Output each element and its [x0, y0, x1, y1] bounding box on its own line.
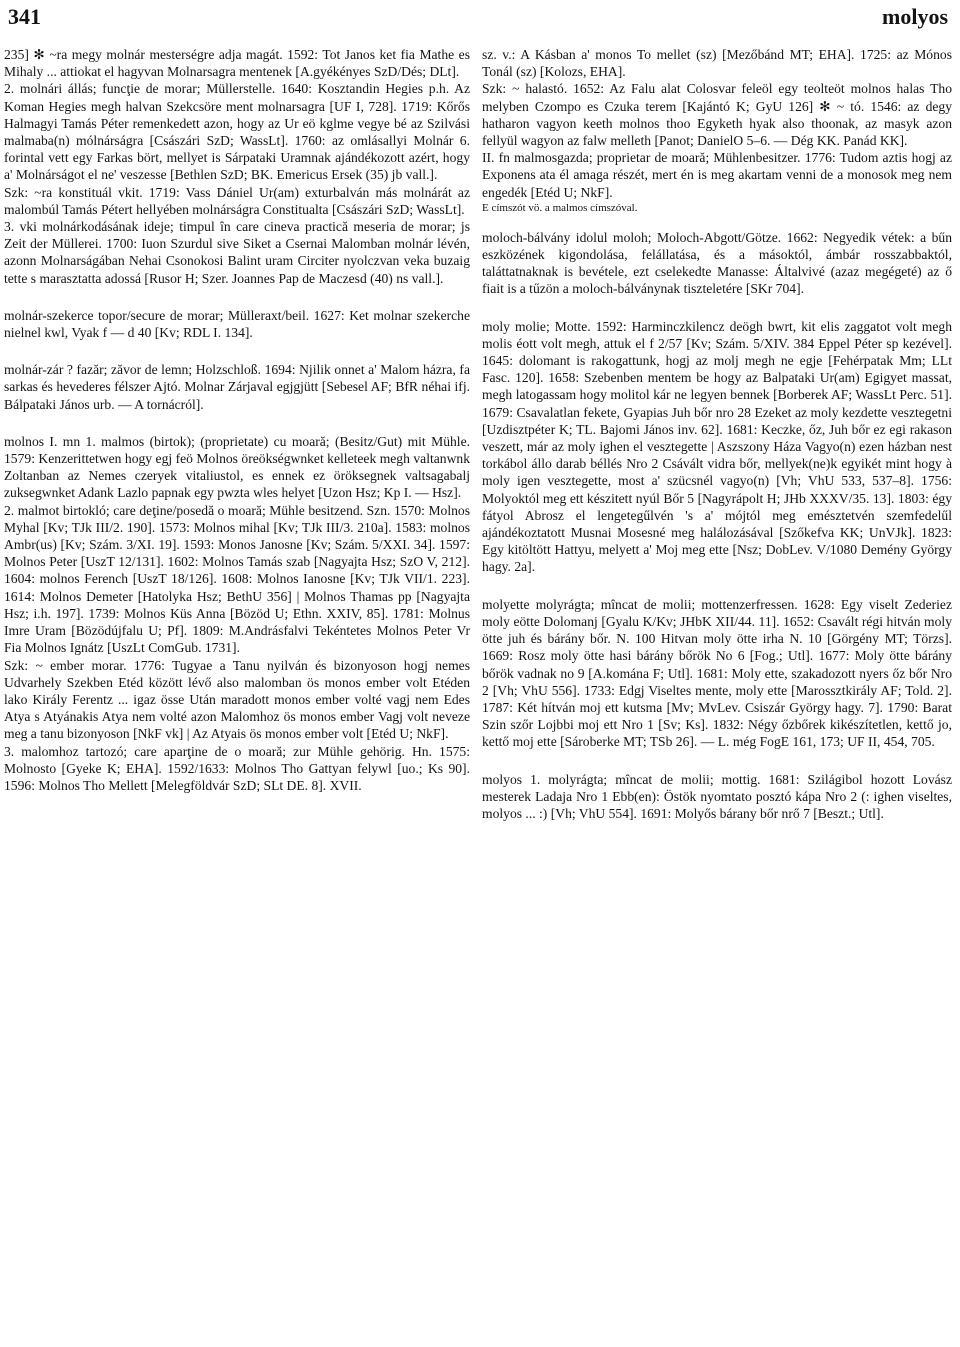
dictionary-paragraph: molnos I. mn 1. malmos (birtok); (proprietate) cu moară; (Besitz/Gut) mit Mühle. 1579: Kenzerittetwen hogy egj feö Molnos öreökségwnket kelleteek megh valtanwnk Zoltanban az Nemes czeryek vitaliustol, es ennek ez öröksegnek valtsagabalj zuksegwnket Adank Lazlo papnak egy pwzta wles helyet [Uzon Hsz; Kp I. — Hsz].: [4, 433, 470, 501]
entry-spacer: [482, 298, 952, 318]
dictionary-paragraph: sz. v.: A Kásban a' monos To mellet (sz) [Mezőbánd MT; EHA]. 1725: az Mónos Tonál (sz) [Kolozs, EHA].: [482, 47, 952, 80]
dictionary-paragraph: moly molie; Motte. 1592: Harminczkilencz deögh bwrt, kit elis zaggatot volt megh molis éott volt megh, attuk el f 2/57 [Kv; Szám. 5/XIV. 384 Eppel Péter sp kezével]. 1645: dolomant is rakogattunk, hogj az molj megh ne egje [Fehérpatak Mm; LLt Fasc. 120]. 1658: Szebenben mentem be hogy az Balpataki Ur(am) Egigyet massat, megh latogassam hogy molitol kár ne legyen bennek [Borberek AF; WassLt Perc. 51]. 1679: Csavalatlan fekete, Gyapias Juh bőr nro 28 Ezeket az moly kezdette vesztegetni [Uzdisztpéter K; TL. Bajomi János inv. 62]. 1681: Keczke, őz, Juh bőr ez egi rakason veszett, már az moly ighen el vesztegette | Aszszony Háza Vagyo(n) ezen házban nest torkábol állo darab béllés Nro 2 Csávált vidra bőr, mellyek(ne)k egyikét mint hogy à moly igen vesztegette, most a' szücsnél vagyo(n) [Vh; VhU 533, 537–8]. 1756: Molyoktól meg ett készitett nyúl Bőr 5 [Nagyrápolt H; JHb XXXV/35. 13]. 1803: égy fátyol Abrosz el lengetegűlvén 's a' mójtól meg emésztetvén szemfedelűl ajándékoztatott Musnai Mosesné meg halálozásával [Szőkefva KK; UnVJk]. 1823: Egy kitöltött Hattyu, melyett a' Moj meg ette [Nsz; DobLev. V/1080 Demény György hagy. 2a].: [482, 318, 952, 575]
dictionary-paragraph: 3. malomhoz tartozó; care aparţine de o moară; zur Mühle gehörig. Hn. 1575: Molnosto [Gyeke K; EHA]. 1592/1633: Molnos Tho Gattyan felywl [uo.; Ks 90]. 1596: Molnos Tho Mellett [Melegföldvár SzD; SLt DE. 8]. XVII.: [4, 743, 470, 793]
page-header: [8, 4, 952, 34]
dictionary-paragraph: 2. malmot birtokló; care deţine/posedă o moară; Mühle besitzend. Szn. 1570: Molnos Myhal [Kv; TJk III/2. 190]. 1573: Molnos mihal [Kv; TJk III/3. 210a]. 1583: molnos Ambr(us) [Kv; Szám. 3/XI. 19]. 1593: Monos Janosne [Kv; Szám. 5/XXI. 34]. 1597: Molnos Peter [UszT 12/131]. 1602: Molnos Tamás szab [Nagyajta Hsz; SzO V, 212]. 1604: molnos Ferench [UszT 18/126]. 1608: Molnos Ianosne [Kv; TJk VII/1. 223]. 1614: Molnos Demeter [Hatolyka Hsz; BethU 356] | Molnos Thamas pp [Nagyajta Hsz; i.h. 197]. 1739: Molnos Küs Anna [Bözöd U; Ethn. XXIV, 85]. 1781: Molnus Imre Uram [Bözödújfalu U; Pf]. 1809: M.Andrásfalvi Tekéntetes Molnos Peter Vr Fia Molnos Ignátz [UszLt ComGub. 1731].: [4, 502, 470, 656]
page-number: 341: [8, 4, 41, 29]
dictionary-paragraph: molnár-szekerce topor/secure de morar; Mülleraxt/beil. 1627: Ket molnar szekerche nielnel kwl, Vyak f — d 40 [Kv; RDL I. 134].: [4, 307, 470, 341]
entry-spacer: [482, 215, 952, 229]
dictionary-paragraph: Szk: ~ra konstituál vkit. 1719: Vass Dániel Ur(am) exturbalván más molnárát az malombúl Tamás Pétert hellyében molnárságra Constitualta [Császári SzD; WassLt].: [4, 184, 470, 217]
dictionary-paragraph: 2. molnári állás; funcţie de morar; Müllerstelle. 1640: Kosztandin Hegies p.h. Az Koman Hegies megh halvan Szekcsöre ment molnarsagra [UF I, 728]. 1719: Kőrős Halmagyi Tamás Péter remenkedett azon, hogy az Ur eö kglme vegye bé az Szilvási malmaba(n) mólnárságra [Császári SzD; WassLt]. 1760: az omlásallyi Molnár 6. forintal vett egy Farkas bört, mellyet is Sárpataki Uramnak ajándékozott azért, hogy a' Molnárságot el ne' veszesse [Bethlen SzD; BK. Emericus Ersek (35) jb vall.].: [4, 81, 470, 183]
running-head: molyos: [882, 4, 948, 29]
entry-spacer: [4, 413, 470, 433]
dictionary-paragraph: molyos 1. molyrágta; mîncat de molii; mottig. 1681: Szilágibol hozott Lovász mesterek Ladaja Nro 1 Ebb(en): Östök nyomtato posztó kápa Nro 2 (: ighen viseltes, molyos ... :) [Vh; VhU 554]. 1691: Molyős bárany bőr nrő 7 [Beszt.; Utl].: [482, 771, 952, 821]
entry-spacer: [4, 341, 470, 361]
editorial-note: E címszót vö. a malmos címszóval.: [482, 201, 638, 214]
dictionary-paragraph: II. fn malmosgazda; proprietar de moară; Mühlenbesitzer. 1776: Tudom aztis hogj az Exponens ata él amaga részét, mert én is meg akartam venni de a monosok meg nem engedék [Etéd U; NkF].: [482, 150, 952, 200]
dictionary-paragraph: 235] ✻ ~ra megy molnár mesterségre adja magát. 1592: Tot Janos ket fia Mathe es Mihaly ... attiokat el hagyvan Molnarsagra mentenek [A.gyékényes SzD/Dés; DLt].: [4, 47, 470, 80]
entry-spacer: [482, 751, 952, 771]
dictionary-paragraph: Szk: ~ halastó. 1652: Az Falu alat Colosvar feleöl egy teolteöt molnos halas Tho melyben Czompo es Czuka terem [Kajántó K; GyU 126] ✻ ~ tó. 1546: az degy hatharon vagyon keeth molnos thoo Egyketh hyak also thoonak, az masyk azon fellyül wagyon az falw melleth [Panot; DanielO 5–6. — Dég KK. Panád KK].: [482, 81, 952, 149]
dictionary-paragraph: moloch-bálvány idolul moloh; Moloch-Abgott/Götze. 1662: Negyedik vétek: a bűn eszközének kigondolása, felállatása, és a másoktól, ámbár rosszabbaktól, taláttatnaknak is bevétele, ezt cselekedte Manasse: Általvivé (azaz megégeté) az ő fiait is a tűzön a moloch-bálványnak tiszteletére [SKr 704].: [482, 229, 952, 297]
entry-spacer: [482, 576, 952, 596]
right-column: [482, 46, 952, 822]
dictionary-paragraph: 3. vki molnárkodásának ideje; timpul în care cineva practică meseria de morar; js Zeit der Müllerei. 1700: Iuon Szurdul sive Siket a Csernai Malomban molnár lévén, azonn Molnarságában Nehai Csonokosi Balint uram Circiter nyolczvan veka buzaig tette s marasztatta adossá [Rusor H; Szer. Joannes Pap de Maczesd (40) ns vall.].: [4, 219, 470, 286]
dictionary-paragraph: molnár-zár ? fazăr; zăvor de lemn; Holzschloß. 1694: Njilik onnet a' Malom házra, fa sarkas és hevederes félszer Ajtó. Molnar Zárjaval egjgjütt [Sebesel AF; BfR néhai ifj. Bálpataki János urb. — A tornácról].: [4, 362, 470, 412]
entry-spacer: [4, 287, 470, 307]
left-column: [4, 46, 470, 794]
dictionary-paragraph: Szk: ~ ember morar. 1776: Tugyae a Tanu nyilván és bizonyoson hogj nemes Udvarhely Szekben Etéd között lévő also malomban ös monos ember volt Etéden lako Király Ferentz ... igaz össe Után maradott monos ember volté vagj nem Edes Atya s Atyánakis Atya nem volté azon Malomhoz ös monos ember Vagj volt neveze meg a tanu bizonyoson [NkF vk] | Az Atyais ös monos ember volt [Etéd U; NkF].: [4, 657, 470, 742]
dictionary-paragraph: molyette molyrágta; mîncat de molii; mottenzerfressen. 1628: Egy viselt Zederiez moly eötte Dolomanj [Gyalu K/Kv; JHbK XII/44. 11]. 1652: Csavált régi hitván moly ötte juh és bárány bőr. N. 100 Hitvan moly ötte irha N. 10 [Görgény MT; Törzs]. 1669: Rosz moly ötte hasi bárány bőrök No 6 [Fog.; Utl]. 1677: Moly ötte bárány bőrök vadnak no 9 [A.komána F; Utl]. 1681: Moly ette, szakadozott nyers őz bőr Nro 2 [Vh; VhU 556]. 1733: Edgj Viseltes mente, moly ette [Marossztkirály AF; Told. 2]. 1787: Két hítván moj ett kutsma [Mv; MvLev. Csiszár György hagy. 7]. 1790: Barat Szin szőr Lojbbi moj ett Nro 1 [Sv; Ks]. 1832: Négy őzbőrek kikészítetlen, kettő jo, kettő moj ette [Sároberke MT; TSb 26]. — L. még FogE 161, 173; UF II, 454, 705.: [482, 596, 952, 750]
